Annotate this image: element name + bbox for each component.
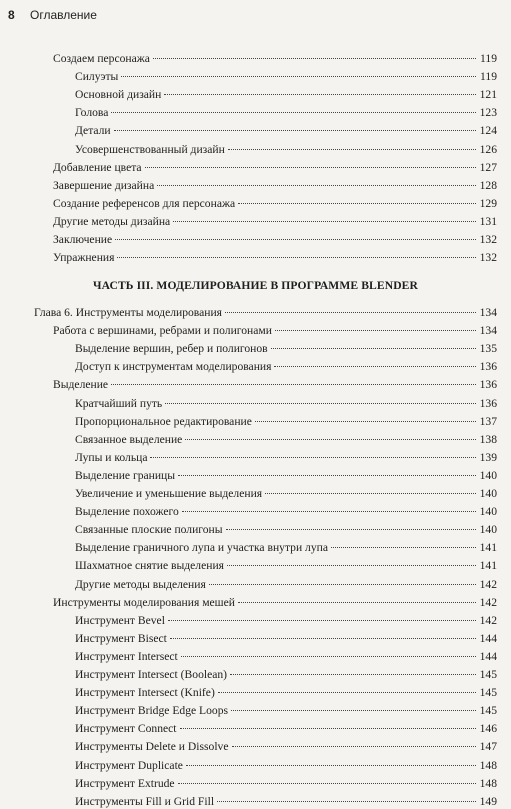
toc-entry-page: 142 (479, 577, 497, 591)
toc-entry-title: Усовершенствованный дизайн (75, 142, 225, 156)
toc-entry-title: Инструмент Bridge Edge Loops (75, 704, 229, 718)
toc-entry-title: Инструмент Extrude (75, 776, 175, 790)
toc-entry[interactable] (75, 704, 497, 718)
toc-entry-page: 127 (479, 160, 497, 174)
dot-leader (114, 130, 476, 131)
toc-entry-page: 145 (479, 686, 497, 700)
toc-entry-page: 145 (479, 704, 497, 718)
toc-entry-page: 134 (479, 324, 497, 338)
toc-entry-page: 149 (479, 794, 497, 808)
toc-entry-page: 144 (479, 631, 497, 645)
toc-entry-title: Создаем персонажа (53, 52, 150, 65)
toc-entry-page: 129 (479, 196, 497, 210)
page-header (8, 8, 97, 22)
toc-entry[interactable] (75, 795, 497, 809)
toc-entry-title: Инструменты Delete и Dissolve (75, 740, 229, 754)
toc-entry[interactable] (75, 88, 497, 102)
toc-entry-page: 144 (479, 649, 497, 663)
toc-entry[interactable] (75, 106, 497, 120)
toc-entry-page: 136 (479, 378, 497, 392)
toc-entry-page: 147 (479, 740, 497, 754)
toc-entry[interactable] (75, 397, 497, 411)
dot-leader (238, 602, 476, 603)
dot-leader (209, 584, 476, 585)
dot-leader (227, 565, 476, 566)
toc-entry-page: 134 (479, 306, 497, 319)
toc-entry-page: 148 (479, 758, 497, 772)
dot-leader (153, 58, 476, 59)
toc-entry-title: Инструменты моделирования мешей (53, 595, 235, 609)
toc-entry-page: 132 (479, 233, 497, 246)
toc-entry-page: 137 (479, 414, 497, 428)
toc-entry-title: Выделение граничного лупа и участка внутри лупа (75, 541, 328, 555)
toc-entry-title: Связанное выделение (75, 432, 183, 446)
part-heading: ЧАСТЬ III. МОДЕЛИРОВАНИЕ В ПРОГРАММЕ BLENDER (93, 279, 418, 292)
dot-leader (218, 692, 476, 693)
toc-entry[interactable] (53, 161, 497, 175)
toc-entry-title: Шахматное снятие выделения (75, 559, 224, 573)
toc-entry[interactable] (75, 777, 497, 791)
toc-entry-title: Инструмент Bevel (75, 613, 165, 627)
dot-leader (231, 710, 476, 711)
toc-entry[interactable] (75, 722, 497, 736)
toc-entry-title: Выделение границы (75, 468, 176, 482)
toc-entry-title: Заключение (53, 233, 113, 246)
toc-entry[interactable] (53, 179, 497, 193)
toc-entry-title: Работа с вершинами, ребрами и полигонами (53, 324, 272, 338)
toc-entry-page: 124 (479, 124, 497, 138)
dot-leader (165, 403, 476, 404)
dot-leader (225, 312, 476, 313)
dot-leader (180, 728, 476, 729)
toc-entry[interactable] (75, 143, 497, 157)
dot-leader (115, 239, 476, 240)
toc-entry[interactable] (75, 759, 497, 773)
dot-leader (157, 185, 476, 186)
toc-entry[interactable] (75, 650, 497, 664)
dot-leader (265, 493, 476, 494)
dot-leader (168, 620, 476, 621)
dot-leader (255, 421, 476, 422)
toc-entry-title: Упражнения (53, 251, 115, 265)
dot-leader (228, 149, 476, 150)
dot-leader (238, 203, 476, 204)
toc-entry[interactable] (53, 215, 497, 229)
dot-leader (121, 76, 476, 77)
dot-leader (170, 638, 476, 639)
toc-entry-title: Завершение дизайна (53, 178, 155, 192)
dot-leader (274, 366, 476, 367)
dot-leader (182, 511, 476, 512)
dot-leader (164, 94, 476, 95)
dot-leader (331, 547, 476, 548)
toc-entry[interactable] (75, 668, 497, 682)
toc-entry-page: 128 (479, 178, 497, 192)
toc-entry[interactable] (75, 578, 497, 592)
toc-entry-page: 140 (479, 468, 497, 482)
dot-leader (111, 112, 476, 113)
toc-entry-page: 121 (479, 88, 497, 102)
toc-entry-title: Другие методы дизайна (53, 214, 171, 228)
dot-leader (217, 801, 476, 802)
toc-entry-title: Выделение похожего (75, 505, 179, 519)
toc-entry-title: Голова (75, 106, 109, 120)
toc-entry-page: 141 (479, 541, 497, 555)
page-number: 8 (8, 8, 15, 22)
toc-entry[interactable] (75, 559, 497, 573)
toc-entry-page: 141 (479, 559, 497, 573)
toc-entry-page: 140 (479, 487, 497, 500)
dot-leader (117, 257, 476, 258)
toc-entry-title: Другие методы выделения (75, 577, 206, 591)
toc-entry-title: Силуэты (75, 70, 119, 84)
toc-entry[interactable] (75, 740, 497, 754)
toc-entry-title: Инструмент Intersect (75, 649, 178, 663)
toc-entry-title: Детали (75, 124, 111, 138)
toc-entry[interactable] (75, 487, 497, 501)
toc-entry-title: Инструмент Intersect (Knife) (75, 686, 215, 700)
toc-entry-page: 119 (480, 70, 497, 84)
toc-entry[interactable] (34, 306, 497, 320)
toc-entry[interactable] (75, 686, 497, 700)
toc-entry-title: Инструмент Bisect (75, 631, 167, 645)
dot-leader (226, 529, 476, 530)
toc-entry[interactable] (75, 342, 497, 356)
toc-entry[interactable] (53, 197, 497, 211)
toc-entry-title: Лупы и кольца (75, 450, 148, 464)
toc-entry-page: 140 (479, 523, 497, 537)
toc-entry[interactable] (75, 433, 497, 447)
toc-entry[interactable] (75, 70, 497, 84)
toc-entry-page: 123 (479, 106, 497, 120)
toc-entry-page: 140 (479, 505, 497, 519)
toc-entry[interactable] (75, 451, 497, 465)
toc-entry[interactable] (75, 632, 497, 646)
toc-entry[interactable] (75, 469, 497, 483)
dot-leader (111, 384, 476, 385)
toc-entry-title: Выделение вершин, ребер и полигонов (75, 342, 268, 356)
toc-entry-title: Доступ к инструментам моделирования (75, 360, 272, 374)
toc-entry-page: 119 (480, 52, 497, 65)
dot-leader (232, 746, 477, 747)
toc-entry-page: 136 (479, 396, 497, 410)
toc-entry-title: Добавление цвета (53, 160, 142, 174)
toc-entry-title: Инструмент Connect (75, 722, 177, 736)
toc-entry[interactable] (53, 378, 497, 392)
toc-entry-page: 132 (479, 251, 497, 265)
toc-entry[interactable] (75, 124, 497, 138)
toc-entry-page: 135 (479, 342, 497, 356)
toc-entry-title: Создание референсов для персонажа (53, 196, 236, 210)
dot-leader (230, 674, 476, 675)
dot-leader (271, 348, 476, 349)
toc-entry-title: Основной дизайн (75, 88, 162, 102)
dot-leader (181, 656, 476, 657)
toc-entry-page: 142 (479, 613, 497, 627)
toc-entry-title: Пропорциональное редактирование (75, 414, 252, 428)
toc-entry-page: 131 (479, 214, 497, 228)
toc-entry-title: Инструмент Intersect (Boolean) (75, 668, 228, 681)
toc-entry-page: 138 (479, 432, 497, 446)
toc-entry-page: 145 (479, 668, 497, 681)
toc-entry-page: 139 (479, 450, 497, 464)
toc-entry[interactable] (75, 541, 497, 555)
toc-entry-title: Связанные плоские полигоны (75, 523, 223, 537)
toc-entry-page: 126 (479, 142, 497, 156)
toc-entry-title: Инструменты Fill и Grid Fill (75, 794, 215, 808)
dot-leader (173, 221, 476, 222)
page-title: Оглавление (30, 8, 97, 22)
toc-entry-title: Увеличение и уменьшение выделения (75, 487, 263, 500)
toc-entry[interactable] (75, 360, 497, 374)
toc-entry-title: Кратчайший путь (75, 396, 163, 410)
toc-entry-page: 148 (479, 776, 497, 790)
dot-leader (145, 167, 476, 168)
toc-entry[interactable] (75, 505, 497, 519)
dot-leader (185, 439, 476, 440)
toc-entry-page: 146 (479, 722, 497, 736)
toc-entry[interactable] (75, 415, 497, 429)
dot-leader (150, 457, 476, 458)
toc-entry[interactable] (75, 614, 497, 628)
toc-entry-title: Инструмент Duplicate (75, 758, 183, 772)
toc-entry-page: 142 (479, 595, 497, 609)
dot-leader (178, 783, 476, 784)
toc-entry-title: Выделение (53, 378, 109, 392)
toc-entry[interactable] (53, 596, 497, 610)
toc-entry-title: Глава 6. Инструменты моделирования (34, 306, 223, 319)
toc-entry[interactable] (53, 324, 497, 338)
toc-entry[interactable] (53, 233, 497, 247)
dot-leader (275, 330, 476, 331)
toc-entry-page: 136 (479, 360, 497, 374)
dot-leader (186, 765, 476, 766)
dot-leader (178, 475, 476, 476)
toc-entry[interactable] (75, 523, 497, 537)
toc-entry[interactable] (53, 251, 497, 265)
toc-entry[interactable] (53, 52, 497, 66)
